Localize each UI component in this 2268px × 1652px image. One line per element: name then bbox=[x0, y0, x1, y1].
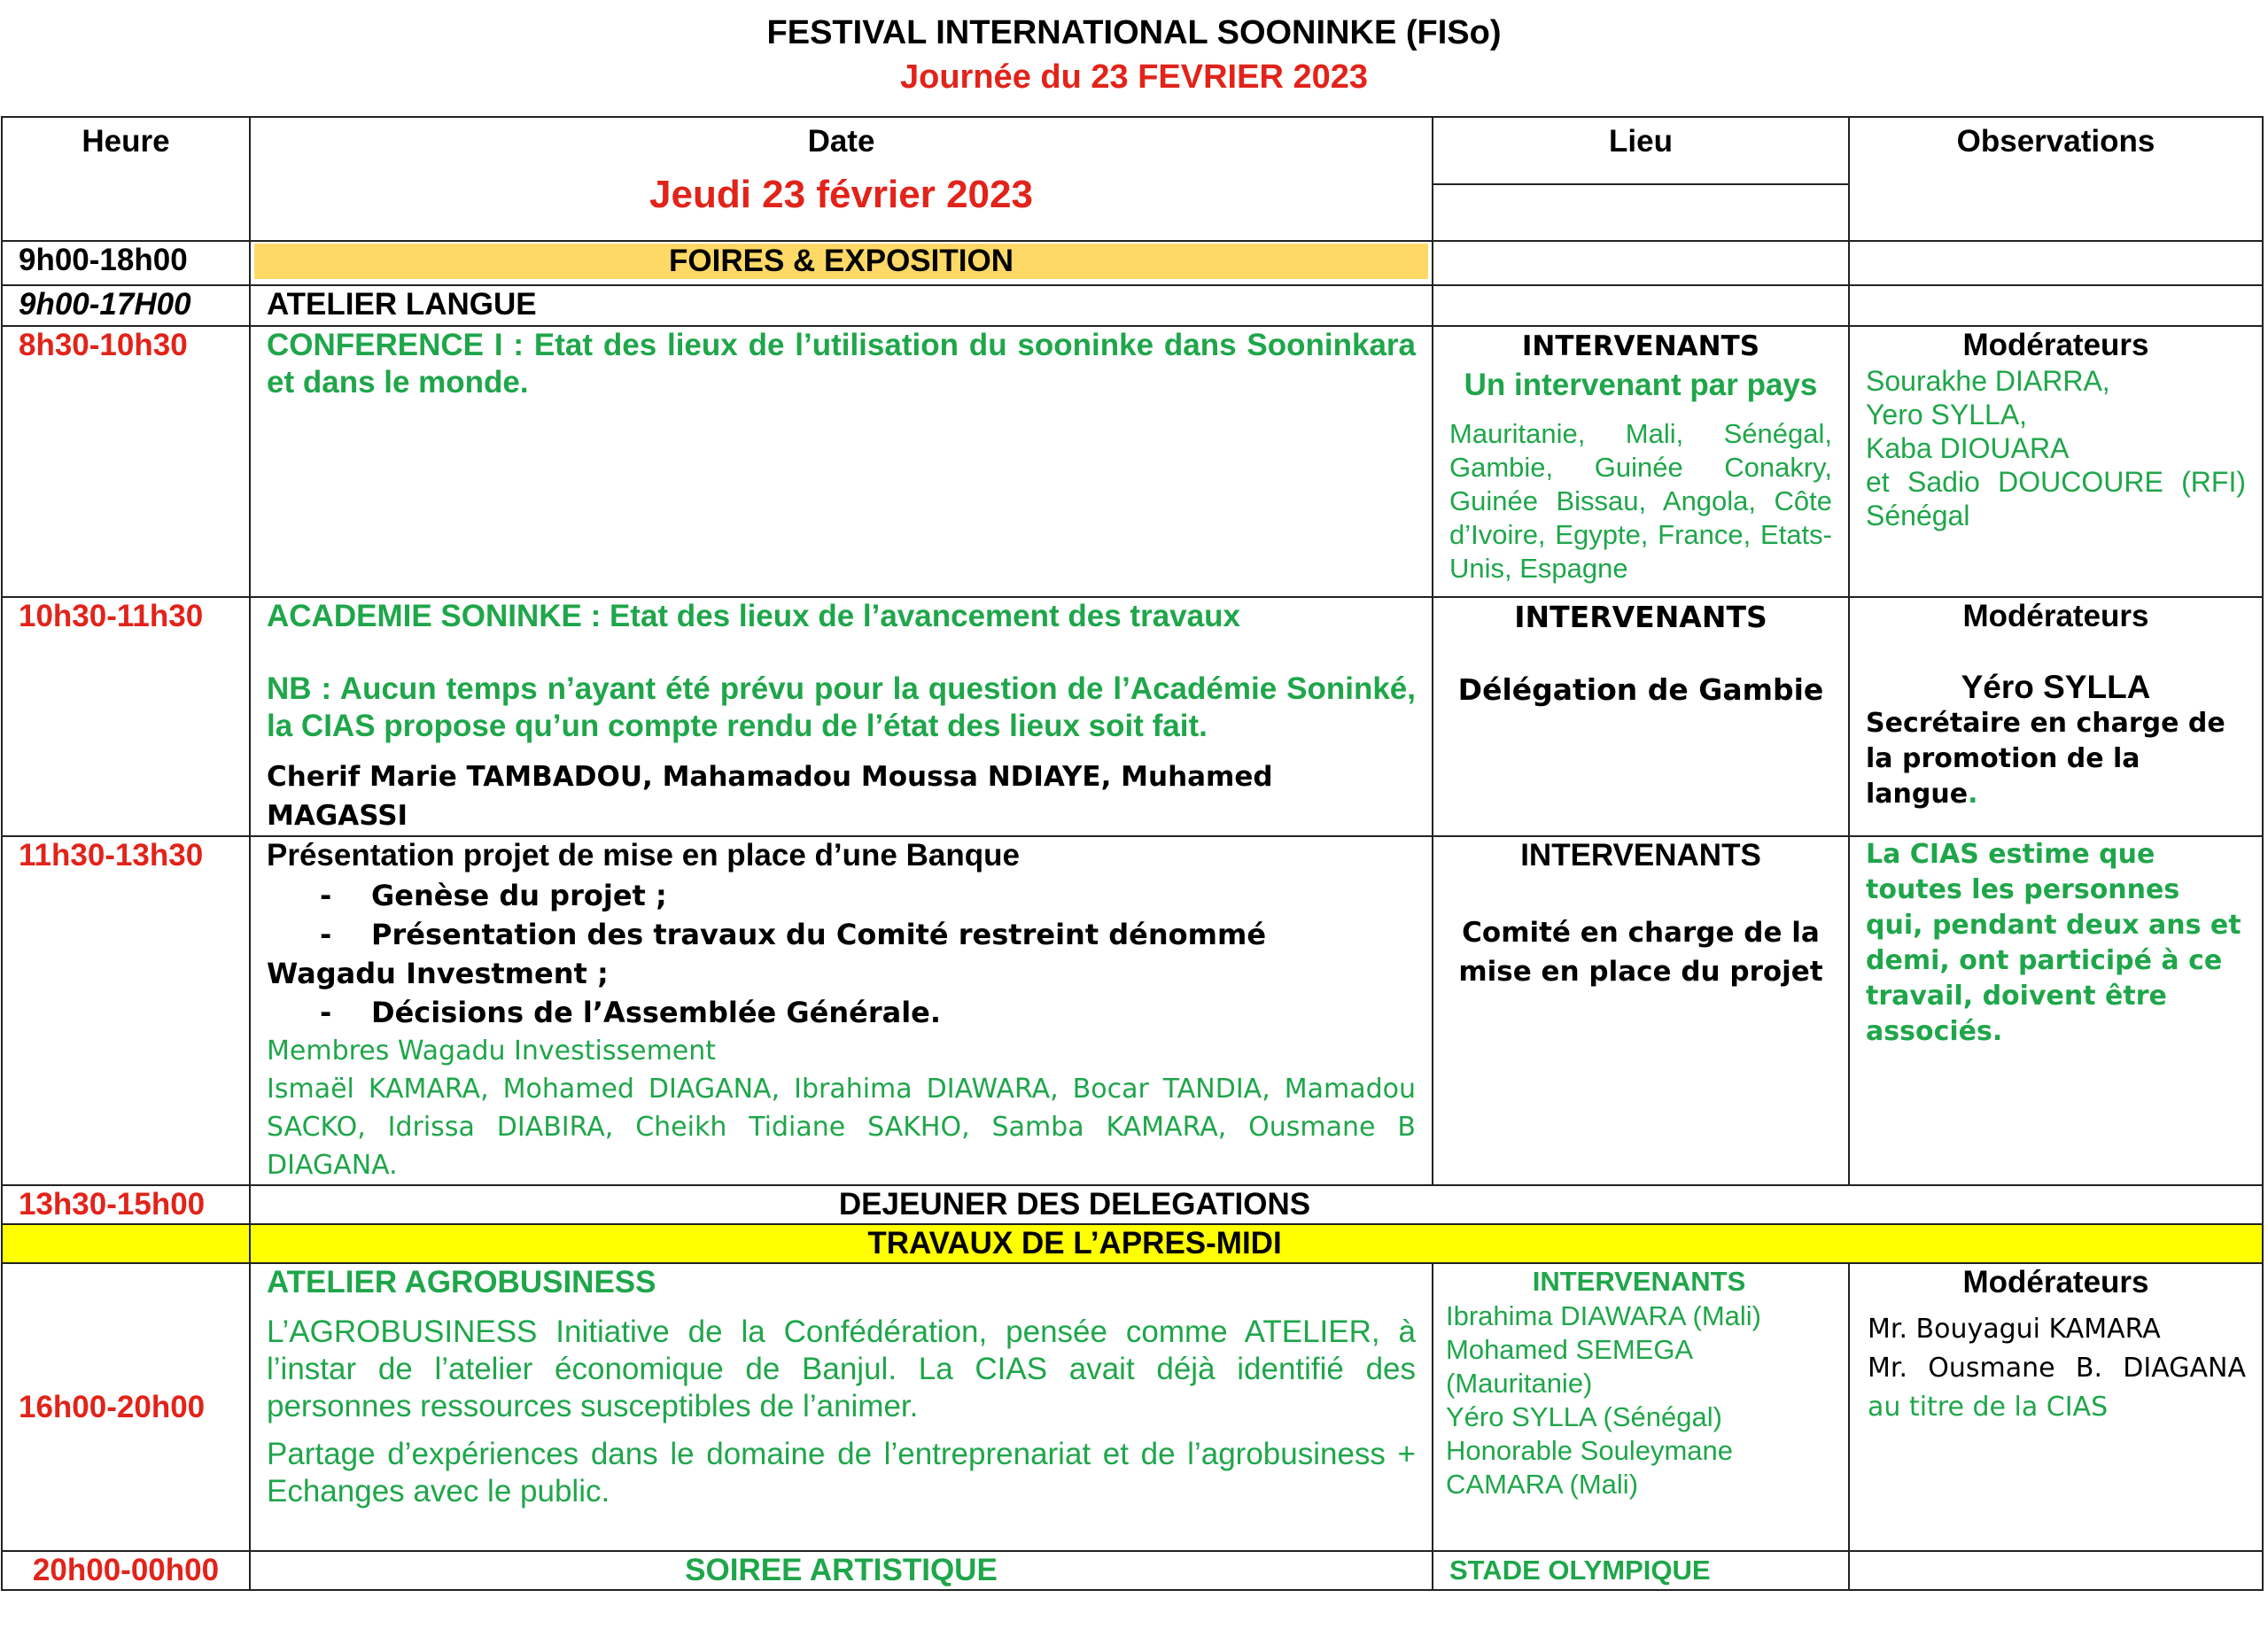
banque-title: Présentation projet de mise en place d’une Banque bbox=[267, 838, 1020, 873]
header-lieu bbox=[1433, 117, 1849, 241]
academie-title: ACADEMIE SONINKE : Etat des lieux de l’avancement des travaux bbox=[267, 599, 1240, 633]
header-lieu-label: Lieu bbox=[1433, 118, 1848, 185]
moderator-name: Yéro SYLLA bbox=[1961, 669, 2151, 705]
table-row bbox=[2, 285, 2263, 326]
agro-description: L’AGROBUSINESS Initiative de la Confédération, pensée comme ATELIER, à l’instar de l’atelier économique de Banjul. La CIAS avait déjà identifié des personnes ressources susceptibles de l’animer. bbox=[267, 1315, 1416, 1423]
intervenants-label: INTERVENANTS bbox=[1532, 1266, 1746, 1297]
table-row bbox=[2, 241, 2263, 285]
header-date-value: Jeudi 23 février 2023 bbox=[649, 173, 1033, 216]
moderators-label: Modérateurs bbox=[1962, 599, 2149, 633]
moderator-note: au titre de la CIAS bbox=[1868, 1392, 2109, 1423]
bullet-dash: - bbox=[320, 996, 332, 1029]
bullet-text: Présentation des travaux du Comité restreint dénommé bbox=[371, 918, 1267, 951]
header-heure bbox=[2, 117, 250, 241]
row-observations bbox=[1849, 285, 2263, 326]
bullet-text: Décisions de l’Assemblée Générale. bbox=[371, 996, 942, 1029]
intervenants-countries: Mauritanie, Mali, Sénégal, Gambie, Guinée Conakry, Guinée Bissau, Angola, Côte d’Ivoire, Egypte, France, Etats-Unis, Espagne bbox=[1449, 418, 1832, 584]
table-row bbox=[2, 1185, 2263, 1224]
row-time: 8h30-10h30 bbox=[2, 326, 250, 597]
row-observations bbox=[1849, 836, 2263, 1185]
row-activity bbox=[250, 241, 1433, 285]
row-time bbox=[2, 1224, 250, 1263]
intervenants-label: INTERVENANTS bbox=[1520, 838, 1761, 873]
moderator-line: et Sadio DOUCOURE (RFI) bbox=[1866, 466, 2246, 498]
table-row bbox=[2, 836, 2263, 1185]
banque-bullet-continuation: Wagadu Investment ; bbox=[267, 957, 609, 990]
row-observations bbox=[1849, 1263, 2263, 1551]
row-time: 20h00-00h00 bbox=[2, 1551, 250, 1590]
row-time: 9h00-17H00 bbox=[2, 285, 250, 326]
table-row bbox=[2, 326, 2263, 597]
intervenant-line: Yéro SYLLA (Sénégal) bbox=[1446, 1401, 1722, 1432]
row-time: 9h00-18h00 bbox=[2, 241, 250, 285]
moderators-list bbox=[1866, 1310, 2246, 1427]
row-lieu bbox=[1433, 285, 1849, 326]
row-observations bbox=[1849, 326, 2263, 597]
intervenant-line: Honorable Souleymane CAMARA (Mali) bbox=[1446, 1435, 1733, 1500]
table-row bbox=[2, 1551, 2263, 1590]
moderators-label: Modérateurs bbox=[1962, 1265, 2149, 1299]
moderator-role-dot: . bbox=[1968, 779, 1978, 810]
header-observations bbox=[1849, 117, 2263, 241]
row-activity bbox=[250, 1263, 1433, 1551]
bullet-text: Genèse du projet ; bbox=[371, 879, 667, 912]
row-activity bbox=[250, 597, 1433, 836]
document-title: FESTIVAL INTERNATIONAL SOONINKE (FISo) bbox=[766, 14, 1502, 51]
agro-partage: Partage d’expériences dans le domaine de l’entreprenariat et de l’agrobusiness + Echanges avec le public. bbox=[267, 1437, 1416, 1509]
banque-bullet bbox=[267, 993, 1416, 1032]
row-lieu bbox=[1433, 836, 1849, 1185]
table-row-highlight bbox=[2, 1224, 2263, 1263]
row-lieu bbox=[1433, 241, 1849, 285]
row-time: 13h30-15h00 bbox=[2, 1185, 250, 1224]
intervenants-delegation: Délégation de Gambie bbox=[1457, 672, 1824, 707]
row-lieu bbox=[1433, 1263, 1849, 1551]
intervenant-line: Mohamed SEMEGA (Mauritanie) bbox=[1446, 1334, 1692, 1399]
foires-banner: FOIRES & EXPOSITION bbox=[254, 244, 1428, 279]
row-activity: CONFERENCE I : Etat des lieux de l’utilisation du sooninke dans Sooninkara et dans le monde. bbox=[250, 326, 1433, 597]
row-lieu bbox=[1433, 597, 1849, 836]
academie-names: Cherif Marie TAMBADOU, Mahamadou Moussa NDIAYE, Muhamed MAGASSI bbox=[267, 761, 1273, 832]
intervenants-label: INTERVENANTS bbox=[1514, 600, 1767, 634]
moderator-line: Mr. Bouyagui KAMARA bbox=[1868, 1314, 2161, 1345]
row-activity-full: DEJEUNER DES DELEGATIONS bbox=[250, 1185, 2263, 1224]
row-observations bbox=[1849, 241, 2263, 285]
row-lieu bbox=[1433, 326, 1849, 597]
header-row bbox=[2, 117, 2263, 241]
bullet-dash: - bbox=[320, 918, 332, 951]
row-observations bbox=[1849, 597, 2263, 836]
row-time: 10h30-11h30 bbox=[2, 597, 250, 836]
header-date bbox=[250, 117, 1433, 241]
moderator-line: Mr. Ousmane B. DIAGANA bbox=[1868, 1353, 2246, 1384]
intervenant-line: Ibrahima DIAWARA (Mali) bbox=[1446, 1300, 1761, 1331]
intervenants-subtitle: Un intervenant par pays bbox=[1464, 368, 1818, 402]
moderator-line: Kaba DIOUARA bbox=[1866, 432, 2070, 464]
moderator-role bbox=[1866, 706, 2246, 812]
agro-title: ATELIER AGROBUSINESS bbox=[267, 1265, 656, 1299]
row-activity bbox=[250, 836, 1433, 1185]
moderator-role-text: Secrétaire en charge de la promotion de la langue bbox=[1866, 708, 2225, 810]
members-title: Membres Wagadu Investissement bbox=[267, 1035, 717, 1066]
table-row bbox=[2, 597, 2263, 836]
programme-table bbox=[1, 116, 2264, 1591]
afternoon-banner: TRAVAUX DE L’APRES-MIDI bbox=[250, 1224, 2263, 1263]
row-lieu: STADE OLYMPIQUE bbox=[1433, 1551, 1849, 1590]
bullet-dash: - bbox=[320, 879, 332, 912]
members-list: Ismaël KAMARA, Mohamed DIAGANA, Ibrahima DIAWARA, Bocar TANDIA, Mamadou SACKO, Idrissa DIABIRA, Cheikh Tidiane SAKHO, Samba KAMARA, Ousmane B DIAGANA. bbox=[267, 1074, 1416, 1181]
moderator-line: Sourakhe DIARRA, bbox=[1866, 365, 2110, 397]
table-row bbox=[2, 1263, 2263, 1551]
document-subtitle: Journée du 23 FEVRIER 2023 bbox=[900, 58, 1368, 96]
header-observations-label: Observations bbox=[1956, 124, 2155, 159]
cias-note: La CIAS estime que toutes les personnes qui, pendant deux ans et demi, ont participé à ce travail, doivent être associés. bbox=[1866, 839, 2241, 1047]
moderator-line: Yero SYLLA, bbox=[1866, 399, 2028, 430]
banque-bullet bbox=[267, 915, 1416, 954]
intervenants-comite: Comité en charge de la mise en place du projet bbox=[1458, 917, 1823, 988]
moderators-label: Modérateurs bbox=[1962, 328, 2149, 362]
row-observations bbox=[1849, 1551, 2263, 1590]
row-activity: ATELIER LANGUE bbox=[250, 285, 1433, 326]
intervenants-label: INTERVENANTS bbox=[1521, 330, 1760, 362]
row-time: 11h30-13h30 bbox=[2, 836, 250, 1185]
row-activity: SOIREE ARTISTIQUE bbox=[250, 1551, 1433, 1590]
academie-nb: NB : Aucun temps n’ayant été prévu pour la question de l’Académie Soninké, la CIAS propose qu’un compte rendu de l’état des lieux soit fait. bbox=[267, 671, 1416, 743]
intervenants-list bbox=[1446, 1299, 1832, 1501]
header-date-label: Date bbox=[807, 124, 875, 159]
moderators-list bbox=[1866, 364, 2246, 532]
header-heure-label: Heure bbox=[82, 124, 170, 159]
row-time: 16h00-20h00 bbox=[2, 1263, 250, 1551]
banque-bullet bbox=[267, 876, 1416, 915]
moderator-line: Sénégal bbox=[1866, 500, 1970, 531]
